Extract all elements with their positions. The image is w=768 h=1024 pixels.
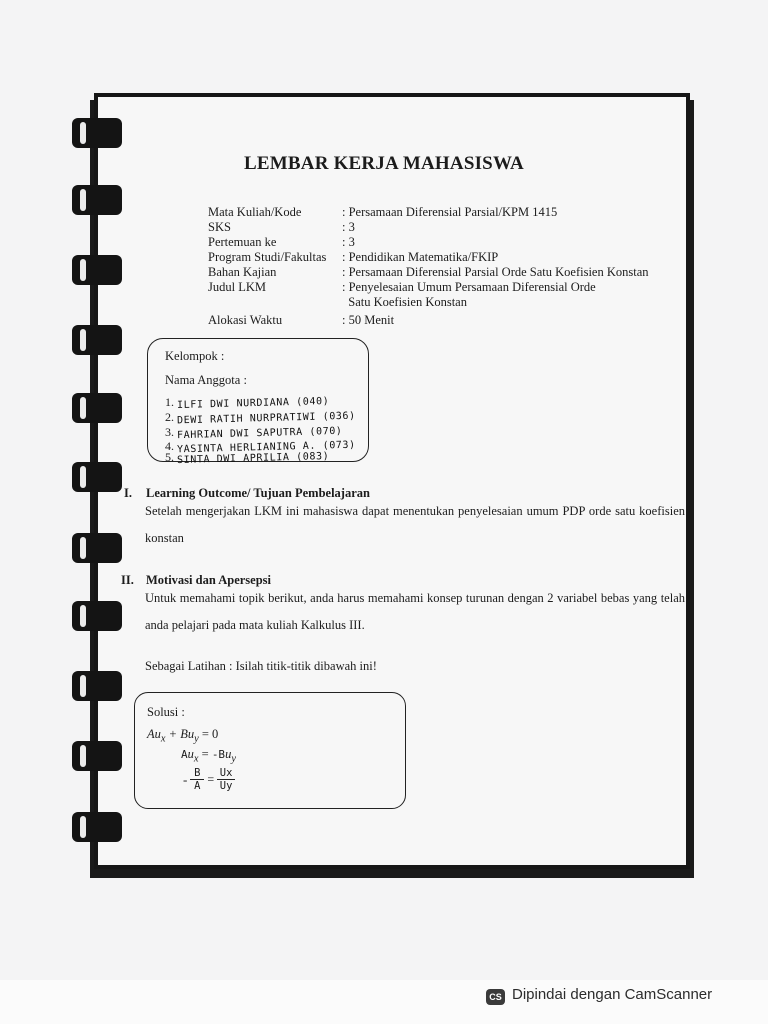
fraction [190, 767, 204, 792]
handwritten-term: A [181, 748, 188, 761]
equation-line [147, 727, 218, 745]
info-label: Mata Kuliah/Kode [208, 205, 302, 219]
info-label: SKS [208, 220, 231, 234]
section-heading: Motivasi dan Apersepsi [146, 573, 272, 587]
eq-term: + Bu [165, 727, 195, 741]
binder-ring [72, 118, 122, 148]
member-number: 2. [165, 410, 174, 424]
member-item [165, 425, 343, 440]
member-name: DEWI RATIH NURPRATIWI (036) [176, 410, 356, 427]
section-text: Untuk memahami topik berikut, anda harus memahami konsep turunan dengan 2 variabel bebas yang telah anda pelajari pada mata kuliah Kalkulus III. [145, 591, 685, 632]
eq-subscript: x [193, 753, 199, 765]
member-name: ILFI DWI NURDIANA (040) [176, 396, 330, 411]
solution-label: Solusi : [147, 705, 185, 719]
handwritten-fraction [183, 767, 235, 792]
info-label [208, 295, 342, 310]
member-name: FAHRIAN DWI SAPUTRA (070) [176, 425, 343, 442]
numerator: Ux [219, 767, 233, 779]
course-info [208, 205, 649, 328]
camscanner-logo-icon: CS [486, 989, 505, 1005]
member-name: YASINTA HERLIANING A. (073) [176, 439, 356, 456]
info-row [208, 205, 649, 220]
eq-subscript: y [194, 733, 199, 745]
eq-subscript: y [231, 753, 236, 765]
info-label: Alokasi Waktu [208, 313, 283, 327]
solution-box [134, 692, 406, 809]
binder-ring [72, 255, 122, 285]
info-value: : 3 [342, 235, 355, 249]
numerator: B [194, 767, 201, 779]
eq-term: u [187, 747, 194, 761]
equation-line [181, 747, 236, 765]
denominator: A [194, 780, 201, 792]
minus-sign: - [183, 771, 188, 787]
info-row [208, 220, 649, 235]
info-label: Judul LKM [208, 280, 266, 294]
denominator: Uy [219, 780, 233, 792]
member-number: 5. [165, 450, 174, 464]
binder-ring [72, 671, 122, 701]
info-value: : 3 [342, 220, 355, 234]
info-value: : 50 Menit [342, 313, 395, 327]
info-label: Program Studi/Fakultas [208, 250, 327, 264]
member-item [165, 395, 329, 410]
member-number: 4. [165, 439, 174, 453]
binder-ring [72, 533, 122, 563]
group-box [147, 338, 369, 466]
eq-term: = [198, 747, 212, 761]
binder-ring [72, 393, 122, 423]
eq-term: Au [147, 727, 161, 741]
info-label: Bahan Kajian [208, 265, 277, 279]
equals-sign: = [207, 772, 215, 786]
members-heading: Nama Anggota : [165, 373, 247, 387]
member-number: 1. [165, 395, 174, 409]
info-row [208, 313, 649, 328]
info-value: : Persamaan Diferensial Parsial/KPM 1415 [342, 205, 558, 219]
exercise-instruction: Sebagai Latihan : Isilah titik-titik dibawah ini! [145, 659, 377, 673]
binder-ring [72, 462, 122, 492]
member-item [165, 450, 329, 465]
section-number: II. [121, 573, 134, 587]
page-title: LEMBAR KERJA MAHASISWA [244, 153, 524, 174]
info-value: Satu Koefisien Konstan [342, 295, 467, 309]
binder-ring [72, 601, 122, 631]
info-value: : Penyelesaian Umum Persamaan Diferensial Orde [342, 280, 596, 294]
binder-ring [72, 185, 122, 215]
info-row [208, 280, 649, 295]
member-number: 3. [165, 425, 174, 439]
member-item [165, 410, 356, 425]
handwritten-term: -B [211, 748, 226, 761]
fraction [217, 767, 235, 792]
info-label: Pertemuan ke [208, 235, 277, 249]
info-row [208, 235, 649, 250]
binder-ring [72, 325, 122, 355]
section-text: Setelah mengerjakan LKM ini mahasiswa dapat menentukan penyelesaian umum PDP orde satu koefisien konstan [145, 504, 685, 545]
eq-subscript: x [160, 733, 166, 745]
scanner-watermark: Dipindai dengan CamScanner [512, 986, 713, 1003]
info-value: : Persamaan Diferensial Parsial Orde Satu Koefisien Konstan [342, 265, 649, 279]
info-row [208, 265, 649, 280]
binder-ring [72, 741, 122, 771]
eq-term: = 0 [198, 727, 219, 741]
info-value: : Pendidikan Matematika/FKIP [342, 250, 499, 264]
eq-term: u [225, 747, 232, 761]
info-row [208, 295, 649, 310]
section-heading: Learning Outcome/ Tujuan Pembelajaran [146, 486, 370, 500]
binder-ring [72, 812, 122, 842]
group-heading: Kelompok : [165, 349, 225, 363]
section-number: I. [124, 486, 132, 500]
info-row [208, 250, 649, 265]
member-name: SINTA DWI APRILIA (083) [176, 451, 330, 466]
